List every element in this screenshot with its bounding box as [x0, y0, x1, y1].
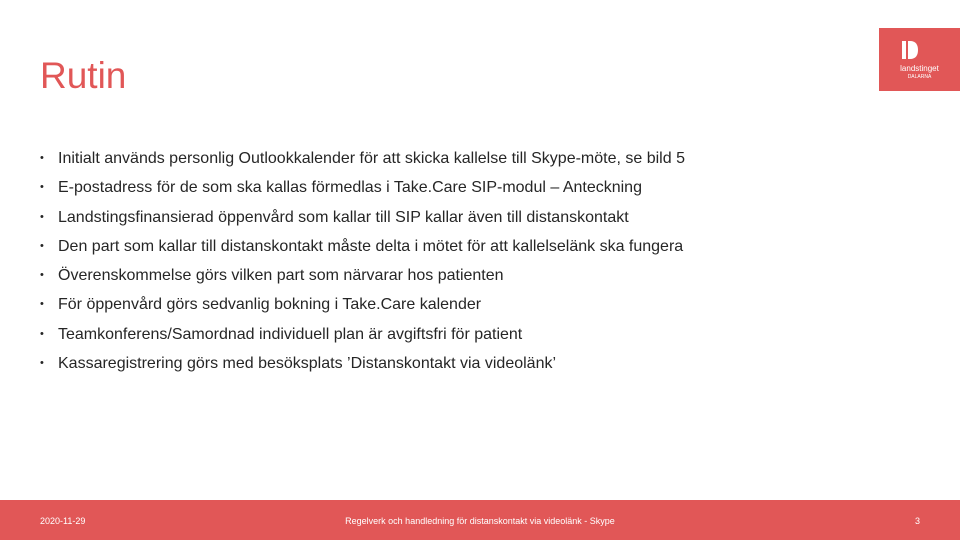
bullet-text: E-postadress för de som ska kallas förmedlas i Take.Care SIP-modul – Anteckning	[58, 179, 642, 197]
bullet-dot-icon: •	[40, 357, 44, 370]
footer-date: 2020-11-29	[40, 516, 86, 526]
slide-title: Rutin	[40, 55, 127, 96]
bullet-text: Den part som kallar till distanskontakt måste delta i mötet för att kallelselänk ska fungera	[58, 237, 684, 255]
bullet-text: Överenskommelse görs vilken part som närvarar hos patienten	[58, 267, 504, 285]
footer-title: Regelverk och handledning för distanskontakt via videolänk - Skype	[345, 516, 615, 526]
footer-bar	[0, 500, 960, 540]
bullet-dot-icon: •	[40, 327, 44, 340]
bullet-dot-icon: •	[40, 239, 44, 252]
landstinget-logo	[879, 28, 960, 91]
bullet-dot-icon: •	[40, 152, 44, 164]
bullet-dot-icon: •	[40, 210, 44, 223]
bullet-text: Initialt används personlig Outlookkalender för att skicka kallelse till Skype-möte, se bild 5	[58, 150, 685, 167]
logo-subtitle: DALARNA	[907, 74, 932, 80]
logo-name: landstinget	[900, 64, 939, 73]
landstinget-logo-icon	[901, 40, 919, 60]
bullet-text: Teamkonferens/Samordnad individuell plan är avgiftsfri för patient	[58, 325, 523, 343]
bullet-text: För öppenvård görs sedvanlig bokning i Take.Care kalender	[58, 296, 482, 314]
bullet-dot-icon: •	[40, 298, 44, 311]
bullet-dot-icon: •	[40, 269, 44, 282]
bullet-text: Landstingsfinansierad öppenvård som kallar till SIP kallar även till distanskontakt	[58, 208, 629, 226]
page-number: 3	[914, 516, 920, 526]
bullet-dot-icon: •	[40, 181, 44, 194]
bullet-text: Kassaregistrering görs med besöksplats ’Distanskontakt via videolänk’	[58, 355, 557, 373]
